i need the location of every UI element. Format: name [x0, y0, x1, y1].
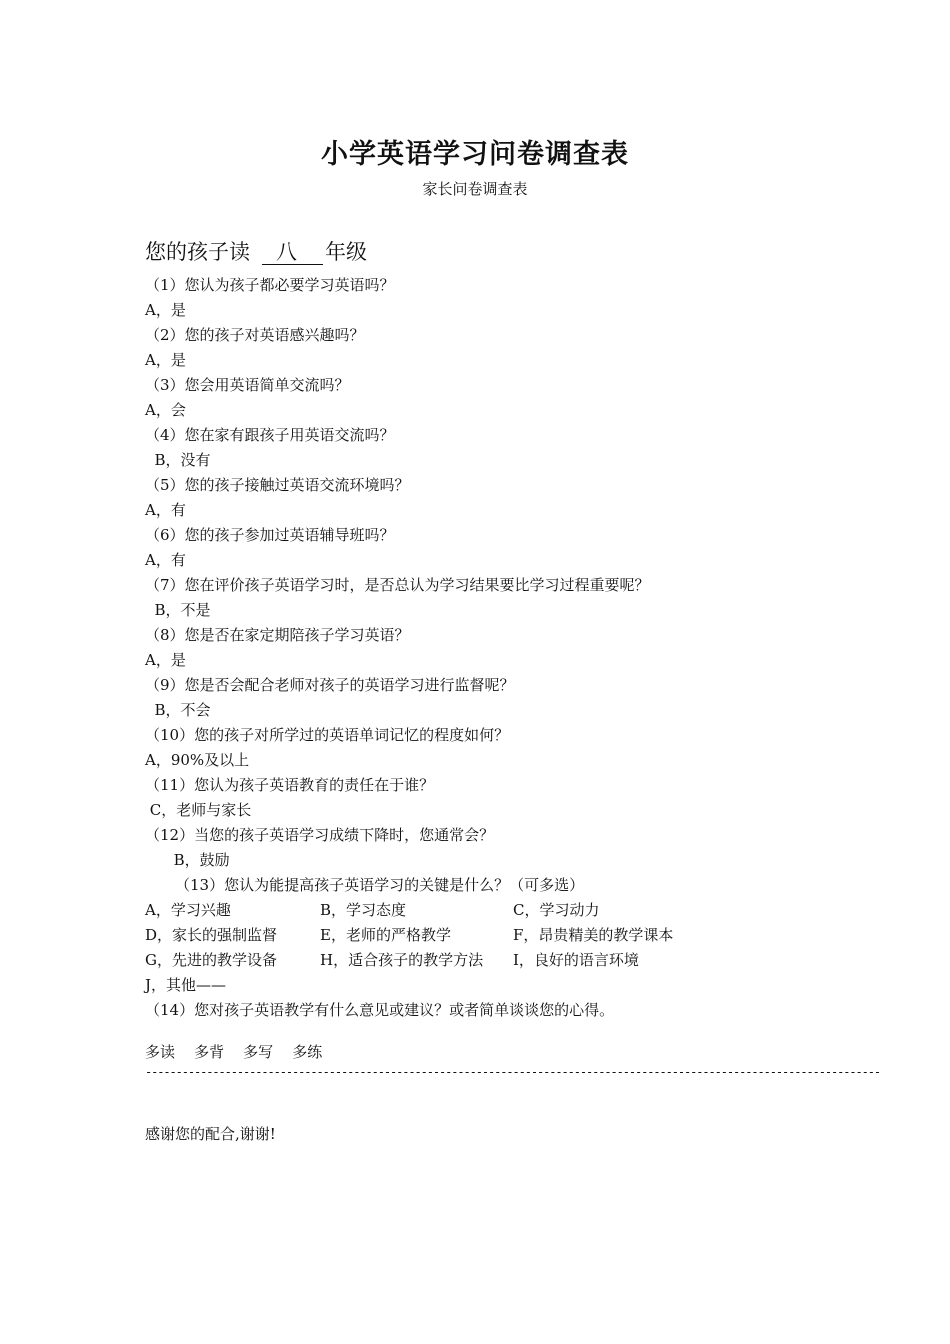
grade-prefix: 您的孩子读: [145, 240, 250, 264]
q13-option-a: A，学习兴趣: [145, 901, 231, 919]
question-8: （8）您是否在家定期陪孩子学习英语？: [145, 626, 410, 644]
answer-8: A，是: [145, 651, 186, 669]
q13-options-row-1: [145, 898, 765, 923]
q13-option-d: D，家长的强制监督: [145, 926, 278, 944]
question-1: （1）您认为孩子都必要学习英语吗？: [145, 276, 395, 294]
grade-suffix: 年级: [325, 240, 367, 264]
answer-10: A，90%及以上: [145, 751, 250, 769]
answer-4: B，没有: [145, 451, 211, 469]
q13-options-row-2: [145, 923, 765, 948]
dashed-separator: ------------------------------------------------------------------------------------------------------------------------: [145, 1065, 880, 1079]
answer-3: A，会: [145, 401, 186, 419]
document-title: 小学英语学习问卷调查表: [321, 139, 629, 170]
question-14: （14）您对孩子英语教学有什么意见或建议？或者简单谈谈您的心得。: [145, 1001, 615, 1019]
spacer: [145, 1023, 765, 1040]
questionnaire-body: [145, 273, 880, 1079]
question-11: （11）您认为孩子英语教育的责任在于谁？: [145, 776, 435, 794]
q13-option-h: H，适合孩子的教学方法: [320, 951, 484, 969]
answer-9: B，不会: [145, 701, 211, 719]
question-6: （6）您的孩子参加过英语辅导班吗？: [145, 526, 395, 544]
grade-value: 八: [262, 240, 323, 265]
document-subtitle: 家长问卷调查表: [422, 180, 528, 198]
question-9: （9）您是否会配合老师对孩子的英语学习进行监督呢？: [145, 676, 515, 694]
q13-option-j: J，其他——: [145, 976, 227, 994]
question-3: （3）您会用英语简单交流吗？: [145, 376, 350, 394]
answer-11: C，老师与家长: [145, 801, 252, 819]
q13-option-b: B，学习态度: [320, 901, 407, 919]
q13-options-row-3: [145, 948, 765, 973]
answer-5: A，有: [145, 501, 186, 519]
q13-option-g: G，先进的教学设备: [145, 951, 277, 969]
question-2: （2）您的孩子对英语感兴趣吗？: [145, 326, 365, 344]
q13-option-i: I，良好的语言环境: [513, 951, 639, 969]
thanks-note: 感谢您的配合,谢谢!: [145, 1125, 276, 1143]
q13-option-e: E，老师的严格教学: [320, 926, 451, 944]
answer-14: 多读 多背 多写 多练: [145, 1043, 323, 1061]
question-10: （10）您的孩子对所学过的英语单词记忆的程度如何？: [145, 726, 510, 744]
question-13: （13）您认为能提高孩子英语学习的关键是什么？（可多选）: [175, 876, 585, 894]
q13-option-f: F，昂贵精美的教学课本: [513, 926, 674, 944]
question-12: （12）当您的孩子英语学习成绩下降时，您通常会？: [145, 826, 495, 844]
question-7: （7）您在评价孩子英语学习时，是否总认为学习结果要比学习过程重要呢？: [145, 576, 650, 594]
question-4: （4）您在家有跟孩子用英语交流吗？: [145, 426, 395, 444]
answer-6: A，有: [145, 551, 186, 569]
answer-2: A，是: [145, 351, 186, 369]
question-5: （5）您的孩子接触过英语交流环境吗？: [145, 476, 410, 494]
answer-1: A，是: [145, 301, 186, 319]
answer-7: B，不是: [145, 601, 211, 619]
q13-option-c: C，学习动力: [513, 901, 600, 919]
grade-line: [145, 236, 367, 266]
answer-12: B，鼓励: [145, 851, 230, 869]
